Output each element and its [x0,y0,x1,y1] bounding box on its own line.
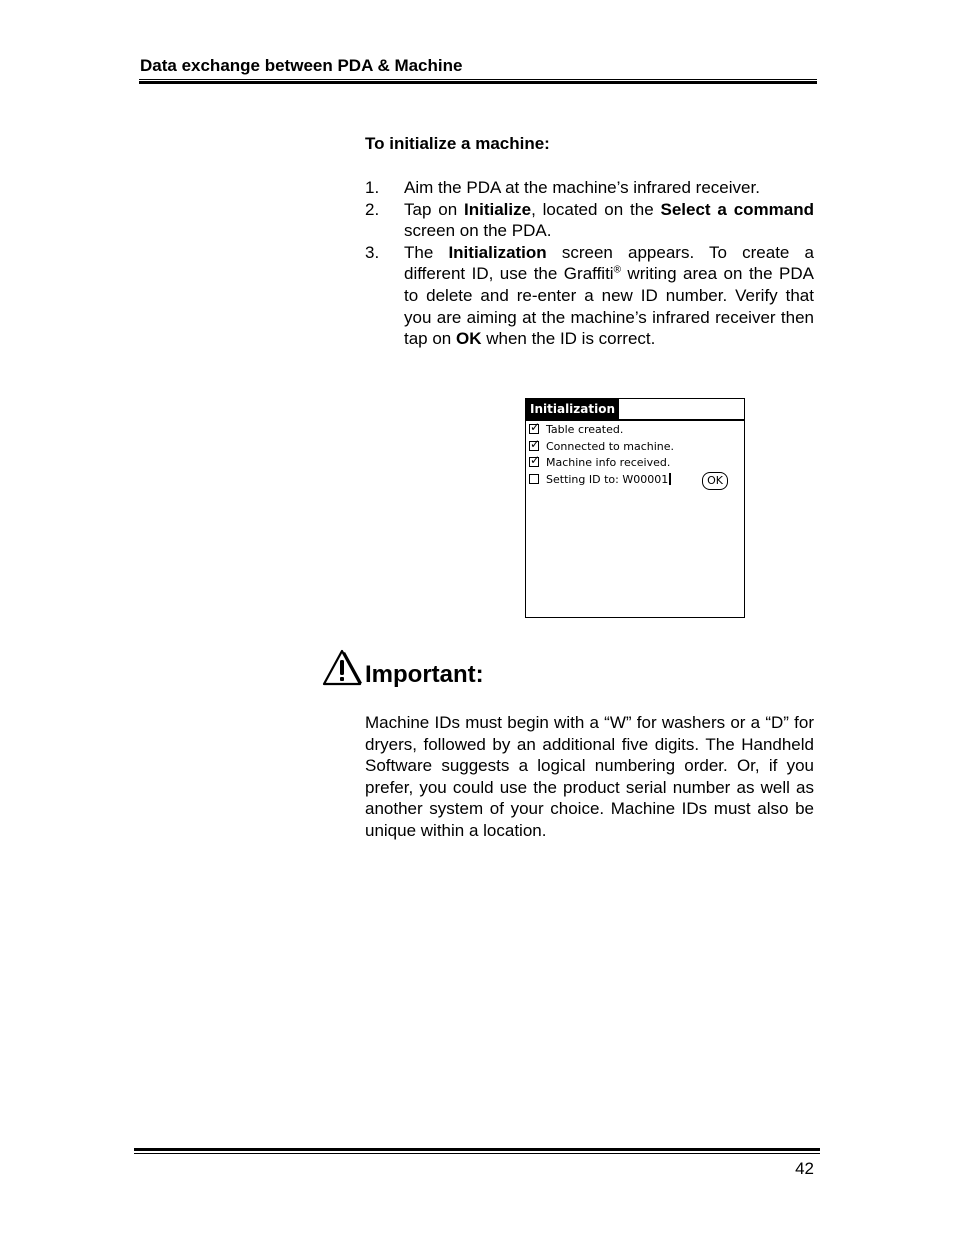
step-text [404,177,814,199]
pda-status-label: Machine info received. [546,456,671,469]
step-number: 1. [365,178,380,197]
step-text-run: screen appears. To create a different ID, use the Graffiti [404,242,814,284]
footer-rule-thin [134,1153,820,1154]
text-cursor [669,473,671,485]
pda-status-item [529,420,624,437]
unchecked-box-icon [529,474,539,484]
pda-status-item [529,453,671,470]
page-number: 42 [795,1159,814,1178]
step-number: 2. [365,199,380,219]
header-rule-thick [139,81,817,84]
step-text-run: writing area on the PDA to delete and re-enter a new ID number. Verify that you are aiming at the machine’s infrared receiver then tap on [404,264,815,349]
pda-ok-button[interactable]: OK [702,472,728,490]
step-text-run: screen on the PDA. [404,221,552,241]
pda-screenshot [525,398,745,618]
step-text-run: The [404,242,449,262]
footer-rule-thick [134,1148,820,1151]
pda-status-label: Connected to machine. [546,439,675,453]
pda-status-label: Table created. [546,423,624,436]
step-text-bold: Select a command [660,199,815,219]
step-text-bold: OK [456,329,482,349]
pda-title: Initialization [526,399,619,419]
warning-triangle-icon [322,649,362,686]
step-item [365,242,814,350]
pda-status-item [529,473,671,487]
step-text-run: Aim the PDA at the machine’s infrared receiver. [404,178,760,197]
step-item [365,199,814,242]
header-rule-thin [139,79,817,80]
step-text [404,242,814,350]
check-mark-icon: ✓ [530,436,541,451]
step-text-run: , located on the [531,199,661,219]
checked-box-icon [529,420,541,434]
step-text [404,199,814,242]
checked-box-icon [529,436,541,451]
step-item [365,177,814,199]
pda-status-label: Setting ID to: W00001 [546,472,669,486]
check-mark-icon: ✓ [530,453,541,467]
important-body: Machine IDs must begin with a “W” for washers or a “D” for dryers, followed by an additional five digits. The Handheld Software suggests a logical numbering order. Or, if you prefer, you could use the product serial number as well as another system of your choice. Machine IDs must also be unique within a location. [365,713,814,840]
registered-mark: ® [613,264,621,276]
step-text-bold: Initialize [464,199,532,219]
section-heading: To initialize a machine: [365,134,550,153]
step-text-run: Tap on [404,199,464,219]
step-number: 3. [365,242,380,262]
check-mark-icon: ✓ [530,420,541,434]
instruction-steps [365,177,814,350]
step-text-run: when the ID is correct. [481,329,656,349]
important-heading: Important: [365,661,484,688]
page-header-title: Data exchange between PDA & Machine [140,56,463,75]
pda-status-item [529,436,675,454]
checked-box-icon [529,453,541,467]
step-text-bold: Initialization [448,242,547,262]
pda-titlebar [526,399,744,421]
